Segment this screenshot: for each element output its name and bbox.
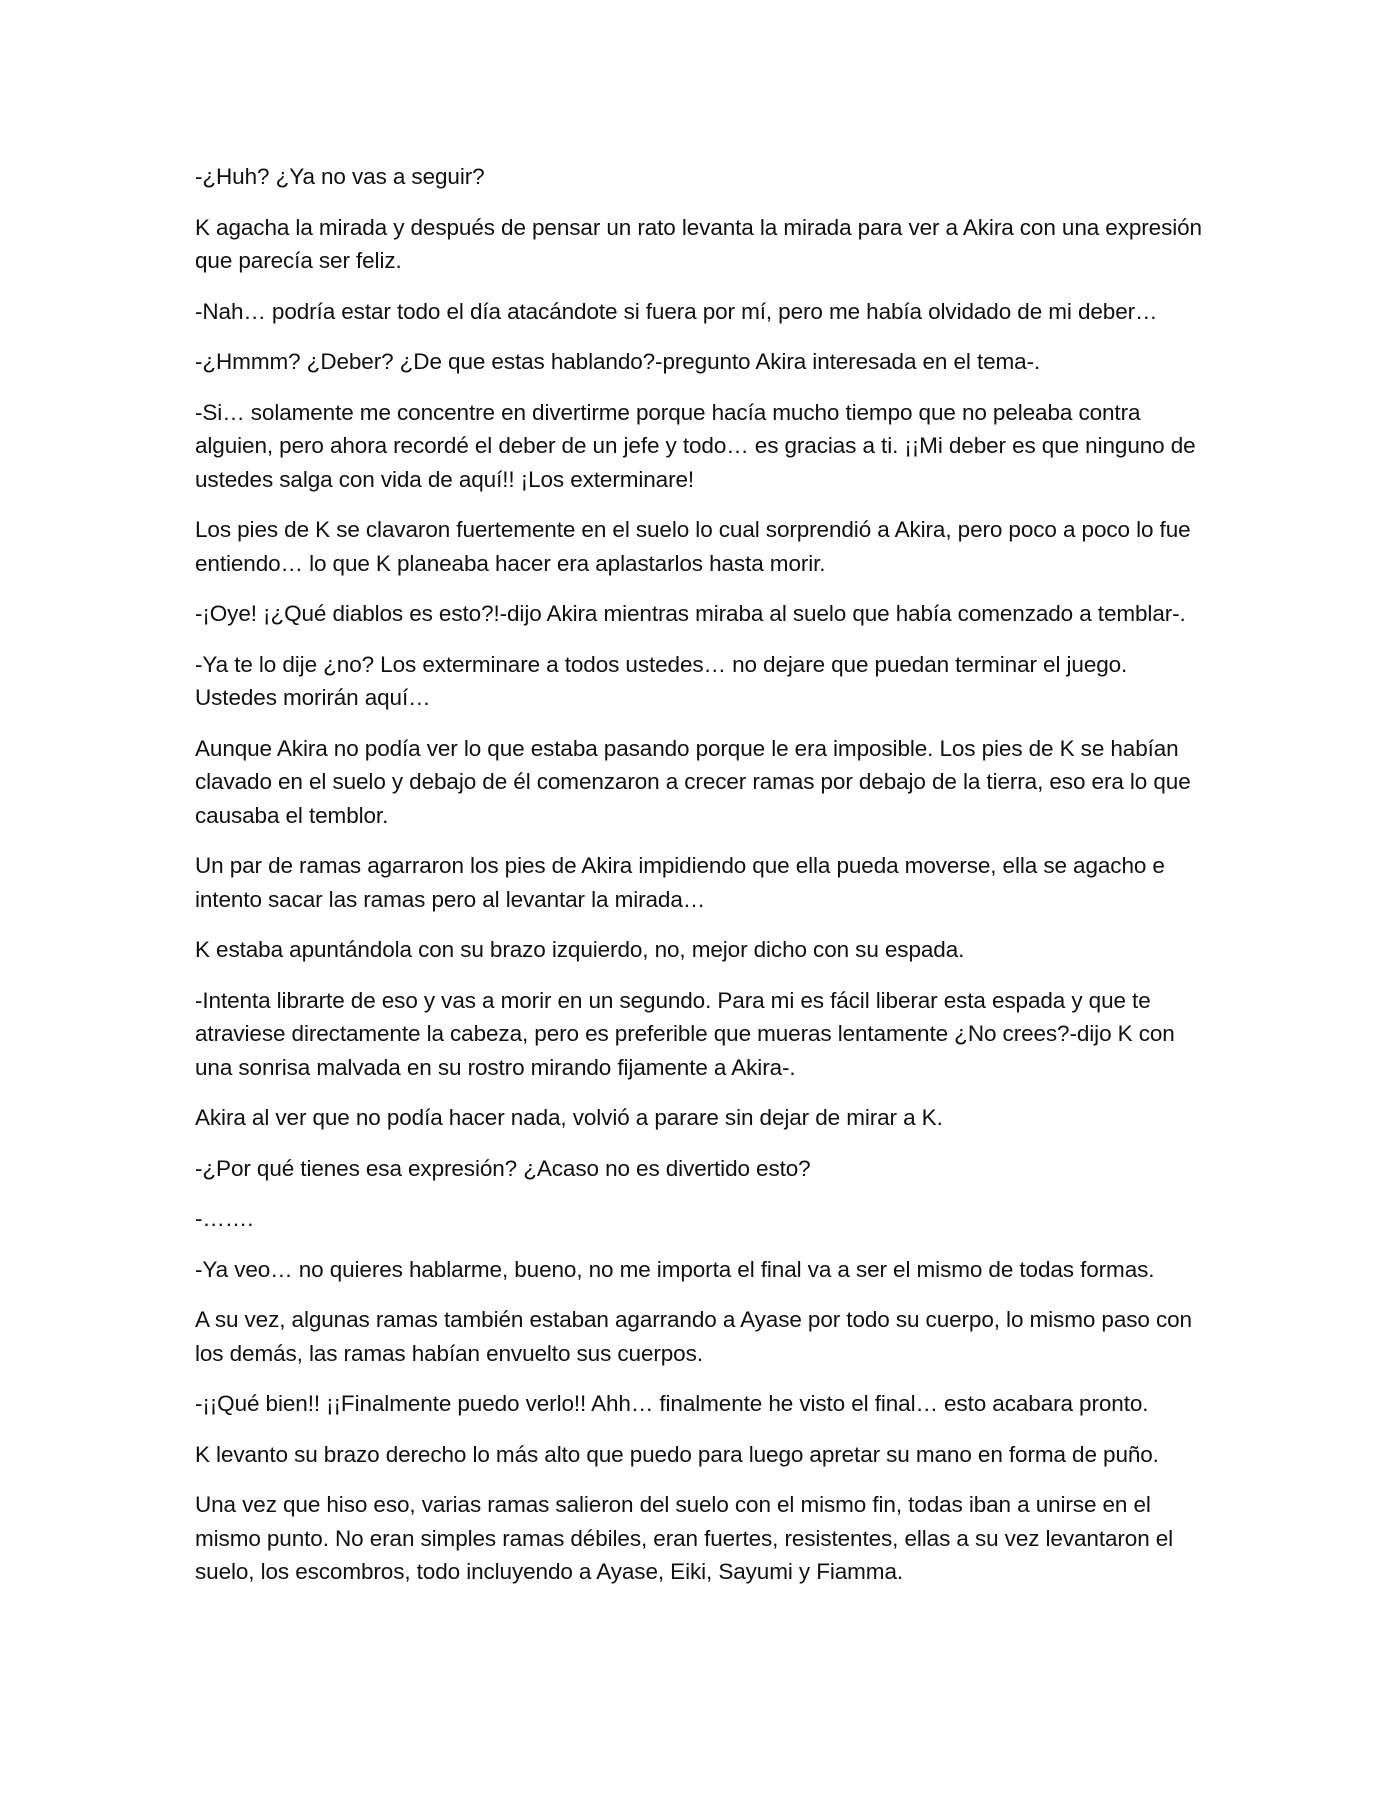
paragraph: -Ya veo… no quieres hablarme, bueno, no me importa el final va a ser el mismo de todas formas. — [195, 1256, 1155, 1282]
paragraph: Aunque Akira no podía ver lo que estaba pasando porque le era imposible. Los pies de K se habían clavado en el suelo y debajo de él comenzaron a crecer ramas por debajo de la tierra, eso era lo que causaba el temblor. — [195, 735, 1191, 828]
paragraph: -Intenta librarte de eso y vas a morir en un segundo. Para mi es fácil liberar esta espada y que te atraviese directamente la cabeza, pero es preferible que mueras lentamente ¿No crees?-dijo K con una sonrisa malvada en su rostro mirando fijamente a Akira-. — [195, 987, 1175, 1080]
paragraph: K estaba apuntándola con su brazo izquierdo, no, mejor dicho con su espada. — [195, 937, 965, 962]
paragraph: -¡¡Qué bien!! ¡¡Finalmente puedo verlo!! Ahh… finalmente he visto el final… esto acabara pronto. — [195, 1391, 1149, 1416]
paragraph: Un par de ramas agarraron los pies de Akira impidiendo que ella pueda moverse, ella se agacho e intento sacar las ramas pero al levantar la mirada… — [195, 853, 1165, 912]
paragraph: Akira al ver que no podía hacer nada, volvió a parare sin dejar de mirar a K. — [195, 1105, 943, 1130]
paragraph: A su vez, algunas ramas también estaban agarrando a Ayase por todo su cuerpo, lo mismo paso con los demás, las ramas habían envuelto sus cuerpos. — [195, 1307, 1192, 1366]
paragraph: -¿Por qué tienes esa expresión? ¿Acaso no es divertido esto? — [195, 1155, 811, 1181]
paragraph: K agacha la mirada y después de pensar un rato levanta la mirada para ver a Akira con una expresión que parecía ser feliz. — [195, 214, 1202, 273]
paragraph: -……. — [195, 1206, 254, 1231]
paragraph: -Si… solamente me concentre en divertirme porque hacía mucho tiempo que no peleaba contra alguien, pero ahora recordé el deber de un jefe y todo… es gracias a ti. ¡¡Mi deber es que ninguno de ustedes salga con vida de aquí!! ¡Los exterminare! — [195, 399, 1196, 492]
paragraph: K levanto su brazo derecho lo más alto que puedo para luego apretar su mano en forma de puño. — [195, 1441, 1159, 1467]
paragraph: -Nah… podría estar todo el día atacándote si fuera por mí, pero me había olvidado de mi deber… — [195, 298, 1158, 324]
paragraph: Los pies de K se clavaron fuertemente en el suelo lo cual sorprendió a Akira, pero poco a poco lo fue entiendo… lo que K planeaba hacer era aplastarlos hasta morir. — [195, 517, 1191, 576]
paragraph: -¡Oye! ¡¿Qué diablos es esto?!-dijo Akira mientras miraba al suelo que había comenzado a temblar-. — [195, 601, 1186, 626]
paragraph: Una vez que hiso eso, varias ramas salieron del suelo con el mismo fin, todas iban a unirse en el mismo punto. No eran simples ramas débiles, eran fuertes, resistentes, ellas a su vez levantaron el suelo, los escombros, todo incluyendo a Ayase, Eiki, Sayumi y Fiamma. — [195, 1492, 1174, 1584]
paragraph: -¿Huh? ¿Ya no vas a seguir? — [195, 164, 485, 189]
paragraph: -Ya te lo dije ¿no? Los exterminare a todos ustedes… no dejare que puedan terminar el juego. Ustedes morirán aquí… — [195, 651, 1128, 710]
document-body — [195, 160, 1210, 1606]
paragraph: -¿Hmmm? ¿Deber? ¿De que estas hablando?-pregunto Akira interesada en el tema-. — [195, 349, 1041, 374]
